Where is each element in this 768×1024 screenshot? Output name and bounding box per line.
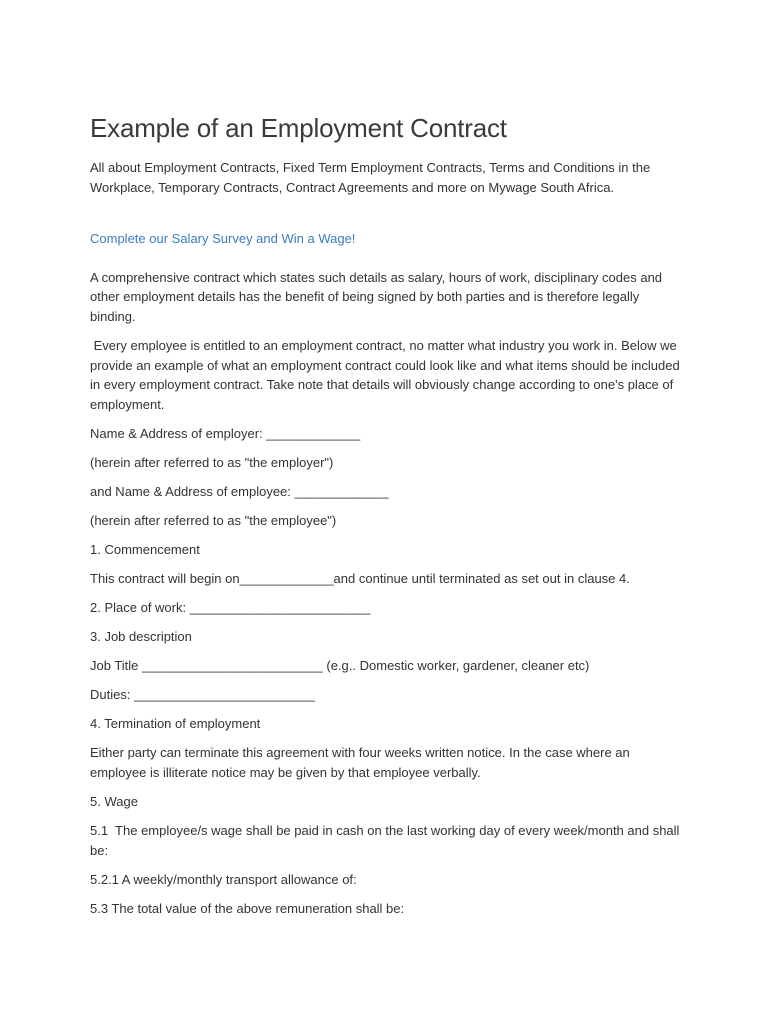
place-of-work-line: 2. Place of work: _________________________ (90, 600, 371, 615)
intro-paragraph: All about Employment Contracts, Fixed Term Employment Contracts, Terms and Conditions in the Workplace, Temporary Contracts, Contract Agreements and more on Mywage South Africa. (90, 160, 651, 195)
wage-heading: 5. Wage (90, 794, 138, 809)
termination-heading: 4. Termination of employment (90, 716, 261, 731)
employer-reference: (herein after referred to as "the employer") (90, 455, 334, 470)
employer-name-line: Name & Address of employer: _____________ (90, 426, 361, 441)
employee-name-line: and Name & Address of employee: _____________ (90, 484, 389, 499)
page-title: Example of an Employment Contract (90, 113, 507, 143)
salary-survey-link[interactable]: Complete our Salary Survey and Win a Wage! (90, 231, 356, 246)
commencement-heading: 1. Commencement (90, 542, 200, 557)
termination-text: Either party can terminate this agreement with four weeks written notice. In the case where an employee is illiterate notice may be given by that employee verbally. (90, 745, 630, 780)
employee-reference: (herein after referred to as "the employee") (90, 513, 337, 528)
commencement-text: This contract will begin on_____________and continue until terminated as set out in clause 4. (90, 571, 630, 586)
wage-clause-5-1: 5.1 The employee/s wage shall be paid in cash on the last working day of every week/month and shall be: (90, 823, 684, 858)
paragraph-entitlement: Every employee is entitled to an employment contract, no matter what industry you work in. Below we provide an example of what an employment contract could look like and what items should be included in every employment contract. Take note that details will obviously change according to one's place of employment. (90, 338, 684, 412)
wage-clause-5-2-1: 5.2.1 A weekly/monthly transport allowance of: (90, 872, 357, 887)
job-description-heading: 3. Job description (90, 629, 192, 644)
job-title-line: Job Title _________________________ (e.g.. Domestic worker, gardener, cleaner etc) (90, 658, 590, 673)
duties-line: Duties: _________________________ (90, 687, 315, 702)
wage-clause-5-3: 5.3 The total value of the above remuneration shall be: (90, 901, 405, 916)
paragraph-contract-benefit: A comprehensive contract which states such details as salary, hours of work, disciplinary codes and other employment details has the benefit of being signed by both parties and is therefore legally binding. (90, 269, 663, 324)
